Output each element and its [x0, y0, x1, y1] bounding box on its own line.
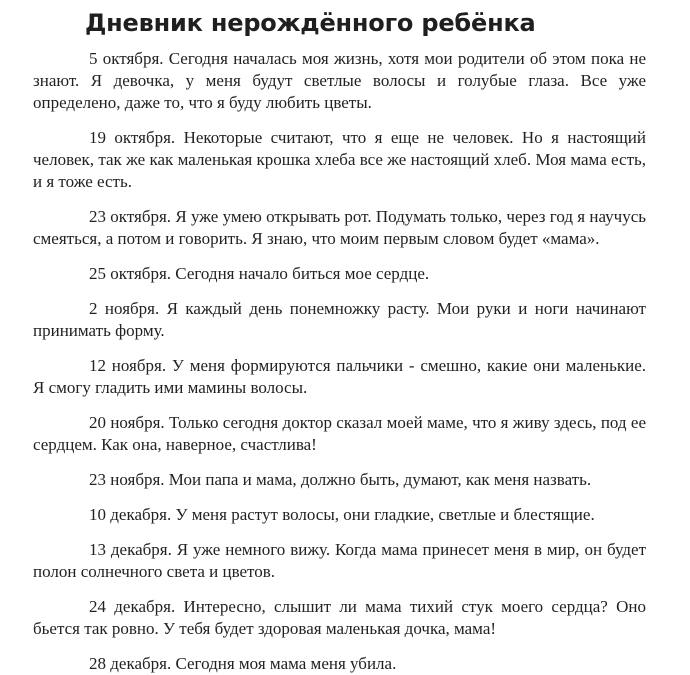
- diary-entry: 25 октября. Сегодня начало биться мое сердце.: [89, 264, 430, 283]
- diary-entry: 12 ноября. У меня формируются пальчики - смешно, какие они маленькие. Я смогу гладить ими мамины волосы.: [33, 356, 646, 397]
- document-title: Дневник нерождённого ребёнка: [85, 9, 536, 37]
- diary-entries: [33, 48, 646, 675]
- diary-entry: 19 октября. Некоторые считают, что я еще не человек. Но я настоящий человек, так же как маленькая крошка хлеба все же настоящий хлеб. Моя мама есть, и я тоже есть.: [33, 128, 646, 191]
- diary-entry: 23 октября. Я уже умею открывать рот. Подумать только, через год я научусь смеяться, а потом и говорить. Я знаю, что моим первым словом будет «мама».: [33, 207, 646, 248]
- diary-entry: 5 октября. Сегодня началась моя жизнь, хотя мои родители об этом пока не знают. Я девочка, у меня будут светлые волосы и голубые глаза. Все уже определено, даже то, что я буду любить цветы.: [33, 49, 646, 112]
- diary-entry: 10 декабря. У меня растут волосы, они гладкие, светлые и блестящие.: [89, 505, 595, 524]
- diary-entry: 23 ноября. Мои папа и мама, должно быть, думают, как меня назвать.: [89, 470, 592, 489]
- diary-entry: 28 декабря. Сегодня моя мама меня убила.: [89, 654, 397, 673]
- diary-entry: 2 ноября. Я каждый день понемножку расту. Мои руки и ноги начинают принимать форму.: [33, 299, 646, 340]
- diary-entry: 24 декабря. Интересно, слышит ли мама тихий стук моего сердца? Оно бьется так ровно. У тебя будет здоровая маленькая дочка, мама!: [33, 597, 646, 638]
- diary-entry: 13 декабря. Я уже немного вижу. Когда мама принесет меня в мир, он будет полон солнечного света и цветов.: [33, 540, 646, 581]
- diary-entry: 20 ноября. Только сегодня доктор сказал моей маме, что я живу здесь, под ее сердцем. Как она, наверное, счастлива!: [33, 413, 646, 454]
